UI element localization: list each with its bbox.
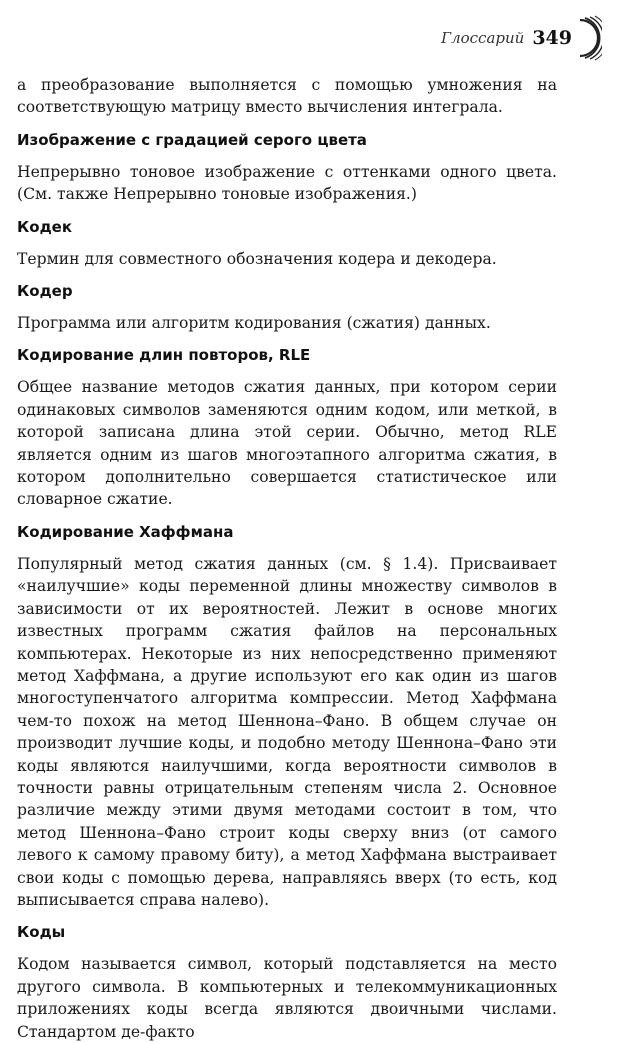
- running-header: [441, 18, 572, 58]
- term-definition: Программа или алгоритм кодирования (сжатия) данных.: [17, 314, 491, 333]
- term-definition: Общее название методов сжатия данных, при котором серии одинаковых символов заменяются одним кодом, или меткой, в которой записана длина этой серии. Обычно, метод RLE является одним из шагов многоэтапного алгоритма сжатия, в котором дополнительно совершается статистическое или словарное сжатие.: [17, 378, 557, 509]
- term-heading: Кодек: [17, 217, 73, 236]
- section-title: Глоссарий: [441, 29, 525, 47]
- term-heading: Кодирование длин повторов, RLE: [17, 346, 311, 365]
- page-number: 349: [532, 27, 572, 49]
- term-definition: Кодом называется символ, который подставляется на место другого символа. В компьютерных и телекоммуникационных приложениях коды всегда являются двоичными числами. Стандартом де-факто: [17, 955, 557, 1041]
- term-heading: Изображение с градацией серого цвета: [17, 130, 367, 149]
- continuation-text: а преобразование выполняется с помощью умножения на соответствующую матрицу вместо вычисления интеграла.: [17, 76, 557, 117]
- term-definition: Непрерывно тоновое изображение с оттенками одного цвета. (См. также Непрерывно тоновые изображения.): [17, 162, 557, 204]
- term-definition: Популярный метод сжатия данных (см. § 1.4). Присваивает «наилучшие» коды переменной длины множеству символов в зависимости от их вероятностей. Лежит в основе многих известных программ сжатия файлов на персональных компьютерах. Некоторые из них непосредственно применяют метод Хаффмана, а другие используют его как один из шагов многоступенчатого алгоритма компрессии. Метод Хаффмана чем-то похож на метод Шеннона–Фано. В общем случае он производит лучшие коды, и подобно методу Шеннона–Фано эти коды являются наилучшими, когда вероятности символов в точности равны отрицательным степеням числа 2. Основное различие между этими двумя методами состоит в том, что метод Шеннона–Фано строит коды сверху вниз (от самого левого к самому правому биту), а метод Хаффмана выстраивает свои коды с помощью дерева, направляясь вверх (то есть, код выписывается справа налево).: [17, 554, 557, 909]
- term-definition: Термин для совместного обозначения кодера и декодера.: [17, 249, 497, 268]
- glossary-body: [17, 74, 557, 1043]
- term-heading: Кодирование Хаффмана: [17, 522, 234, 541]
- page-number-ornament-icon: [556, 14, 602, 62]
- term-heading: Кодер: [17, 282, 73, 301]
- term-heading: Коды: [17, 923, 66, 942]
